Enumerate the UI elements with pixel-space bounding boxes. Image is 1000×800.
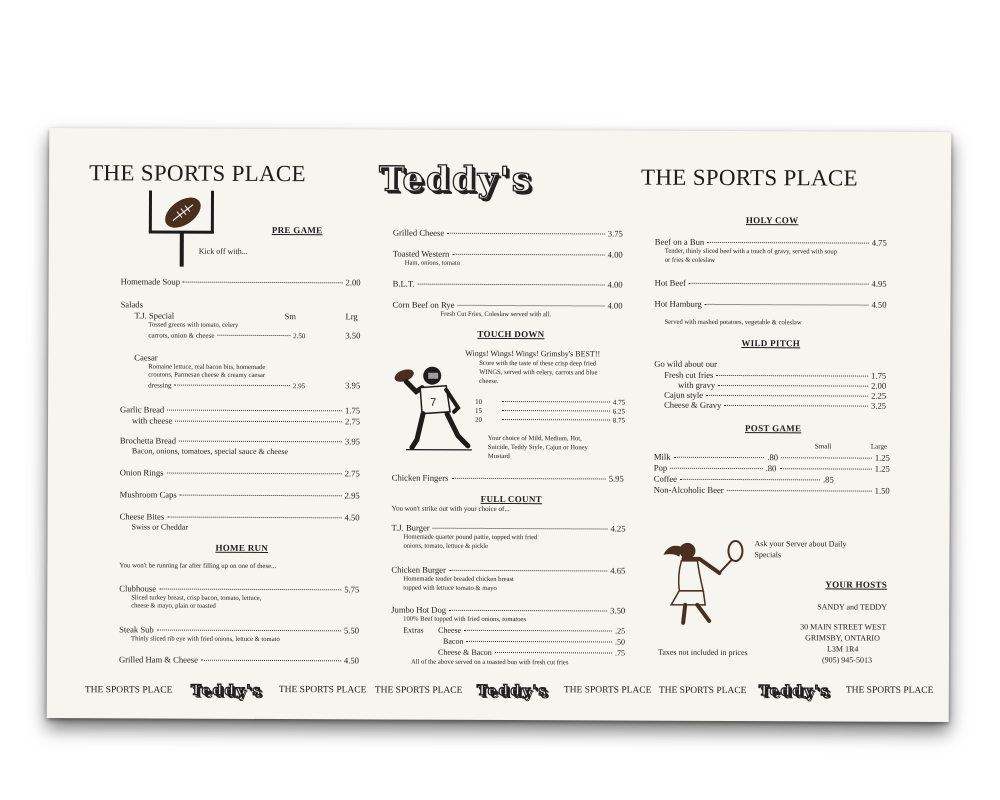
- wings-desc-1: Score with the taste of these crisp deep fried: [479, 359, 597, 368]
- full-count-footnote: All of the above served on a toasted bun with fresh cut fries: [410, 658, 569, 667]
- home-run-intro: You won't be running far after filling up on one of these...: [119, 562, 277, 571]
- menu-item-grilled-cheese: Grilled Cheese 3.75: [392, 227, 623, 239]
- menu-item-fries-gravy: with gravy 2.00: [678, 379, 887, 391]
- menu-item-corn-beef: Corn Beef on Rye 4.00: [392, 299, 623, 311]
- menu-item-jumbo-hot-dog: Jumbo Hot Dog 3.50: [391, 604, 626, 616]
- jumbo-hot-dog-desc: 100% Beef topped with fried onions, tomatoes: [403, 615, 527, 624]
- tj-burger-desc-2: onions, tomato, lettuce & pickle: [403, 542, 489, 550]
- footer-text-4: THE SPORTS PLACE: [563, 685, 652, 696]
- tennis-player-icon: [659, 535, 745, 627]
- address-line-1: 30 MAIN STREET WEST: [800, 622, 887, 632]
- menu-item-hot-hamburg: Hot Hamburg 4.50: [654, 298, 887, 310]
- clubhouse-desc-2: cheese & mayo, plain or toasted: [131, 602, 216, 610]
- section-holy-cow: HOLY COW: [745, 215, 799, 226]
- footer-text-2: THE SPORTS PLACE: [278, 685, 367, 696]
- menu-item-onion-rings: Onion Rings 2.75: [119, 467, 360, 479]
- chicken-burger-desc-2: topped with lettuce tomato & mayo: [403, 584, 497, 592]
- menu-item-blt: B.L.T. 4.00: [392, 278, 623, 290]
- svg-text:7: 7: [430, 396, 437, 409]
- menu-sheet: [47, 128, 952, 722]
- wings-20: 20 8.75: [475, 415, 626, 425]
- wings-10: 10 4.75: [475, 397, 626, 407]
- footer-logo-2: Teddy's: [476, 682, 549, 700]
- menu-item-mushroom-caps: Mushroom Caps 2.95: [119, 489, 360, 501]
- menu-item-fresh-cut-fries: Fresh cut fries 1.75: [664, 369, 887, 381]
- wings-choice-3: Mustard: [487, 452, 510, 461]
- extra-cheese-bacon: Cheese & Bacon .75: [437, 647, 626, 658]
- menu-item-clubhouse: Clubhouse 5.75: [119, 583, 360, 595]
- size-lrg-label: Lrg: [345, 311, 358, 322]
- brochetta-desc: Bacon, onions, tomatoes, special sauce & cheese: [131, 446, 289, 457]
- menu-item-grilled-ham-cheese: Grilled Ham & Cheese 4.50: [118, 654, 359, 666]
- kickoff-text: Kick off with...: [198, 246, 248, 256]
- section-wild-pitch: WILD PITCH: [741, 338, 801, 349]
- section-home-run: HOME RUN: [215, 542, 269, 553]
- extra-bacon: Bacon .50: [443, 636, 626, 647]
- toasted-western-desc: Ham, onions, tomato: [404, 259, 461, 267]
- large-label: Large: [870, 442, 888, 451]
- chicken-burger-desc-1: Homemade tender breaded chicken breast: [403, 575, 514, 584]
- section-post-game: POST GAME: [744, 423, 802, 434]
- tj-special-prices: carrots, onion & cheese 2.50 3.50: [148, 330, 361, 341]
- daily-specials-1: Ask your Server about Daily: [754, 539, 847, 549]
- footer-logo-3: Teddy's: [758, 683, 831, 700]
- taxes-note: Taxes not included in prices: [657, 647, 748, 658]
- caesar-desc-1: Romaine lettuce, real bacon bits, homemade: [148, 363, 266, 371]
- extras-label: Extras: [403, 625, 424, 635]
- wings-choice-1: Your choice of Mild, Medium, Hot,: [487, 434, 582, 443]
- footer-text-1: THE SPORTS PLACE: [84, 685, 173, 696]
- tj-special-name: T.J. Special: [134, 310, 175, 321]
- footer-text-5: THE SPORTS PLACE: [658, 685, 747, 697]
- menu-item-garlic-cheese: with cheese 2.75: [131, 415, 361, 427]
- cheese-bites-desc: Swiss or Cheddar: [131, 522, 189, 532]
- section-pre-game: PRE GAME: [271, 225, 323, 236]
- header-right-title: THE SPORTS PLACE: [641, 164, 858, 191]
- salads-label: Salads: [120, 299, 143, 310]
- tj-burger-desc-1: Homemade quarter pound pattie, topped with fried: [403, 533, 538, 542]
- caesar-name: Caesar: [134, 352, 158, 363]
- drink-coffee: Coffee .85: [653, 473, 834, 485]
- menu-item-toasted-western: Toasted Western 4.00: [392, 248, 623, 260]
- menu-item-hot-beef: Hot Beef 4.95: [654, 277, 887, 289]
- menu-item-garlic-bread: Garlic Bread 1.75: [120, 404, 361, 416]
- full-count-intro: You won't strike out with your choice of...: [391, 504, 510, 514]
- corn-beef-desc: Fresh Cut Fries, Coleslaw served with all.: [440, 310, 552, 319]
- teddys-logo: Teddy's: [378, 159, 534, 201]
- beef-on-bun-desc-1: Tender, thinly sliced beef with a touch of gravy, served with soup: [664, 247, 838, 256]
- steak-sub-desc: Thinly sliced rib eye with fried onions, lettuce & tomato: [131, 635, 280, 644]
- wings-choice-2: Suicide, Teddy Style, Cajun or Honey: [487, 443, 588, 452]
- daily-specials-2: Specials: [754, 550, 782, 560]
- quarterback-icon: [392, 362, 474, 452]
- header-left-title: THE SPORTS PLACE: [89, 160, 306, 187]
- extra-cheese: Cheese .25: [438, 625, 626, 636]
- menu-item-brochetta-bread: Brochetta Bread 3.95: [119, 435, 360, 447]
- menu-item-chicken-fingers: Chicken Fingers 5.95: [391, 472, 624, 484]
- menu-item-chicken-burger: Chicken Burger 4.65: [391, 564, 626, 576]
- footer-text-3: THE SPORTS PLACE: [374, 685, 463, 696]
- menu-item-tj-burger: T.J. Burger 4.25: [391, 522, 626, 534]
- size-sm-label: Sm: [284, 311, 296, 322]
- menu-item-cheese-bites: Cheese Bites 4.50: [119, 511, 360, 523]
- clubhouse-desc-1: Sliced turkey breast, crisp bacon, tomato, lettuce,: [131, 594, 262, 602]
- address-postal: L3M 1R4: [827, 644, 859, 654]
- beef-on-bun-desc-2: or fries & coleslaw: [664, 256, 716, 264]
- drink-pop: Pop .80 1.25: [653, 462, 890, 474]
- phone-number: (905) 945-5013: [821, 655, 872, 665]
- wings-desc-3: cheese.: [479, 377, 499, 385]
- footer-logo-1: Teddy's: [190, 682, 263, 699]
- footer-text-6: THE SPORTS PLACE: [845, 685, 934, 696]
- menu-item-beef-on-bun: Beef on a Bun 4.75: [654, 236, 887, 248]
- your-hosts-title: YOUR HOSTS: [825, 579, 888, 590]
- menu-item-steak-sub: Steak Sub 5.50: [119, 624, 360, 636]
- wings-desc-2: WINGS, served with celery, carrots and blue: [479, 368, 598, 377]
- caesar-desc-2: croutons, Parmesan cheese & creamy caesar: [148, 371, 266, 379]
- section-full-count: FULL COUNT: [480, 493, 542, 505]
- caesar-prices: dressing 2.95 3.95: [148, 380, 361, 391]
- small-label: Small: [814, 442, 832, 451]
- drink-non-alcoholic-beer: Non-Alcoholic Beer 1.50: [653, 484, 890, 496]
- wings-headline: Wings! Wings! Wings! Grimsby's BEST!!: [465, 348, 601, 359]
- address-line-2: GRIMSBY, ONTARIO: [805, 633, 880, 643]
- holy-cow-served: Served with mashed potatoes, vegetable & coleslaw: [664, 318, 802, 327]
- wild-pitch-intro: Go wild about our: [654, 358, 718, 369]
- drink-milk: Milk .80 1.25: [653, 451, 890, 463]
- football-goalpost-icon: [147, 188, 219, 268]
- menu-item-cheese-gravy-fries: Cheese & Gravy 3.25: [664, 399, 887, 411]
- hosts-names: SANDY and TEDDY: [817, 602, 888, 612]
- menu-item-cajun-fries: Cajun style 2.25: [664, 389, 887, 401]
- section-touch-down: TOUCH DOWN: [477, 328, 545, 340]
- footer-banner: [47, 681, 949, 705]
- tj-special-desc: Tossed greens with tomato, celery: [148, 321, 239, 329]
- menu-item-homemade-soup: Homemade Soup 2.00: [120, 276, 361, 288]
- wings-15: 15 6.25: [475, 406, 626, 416]
